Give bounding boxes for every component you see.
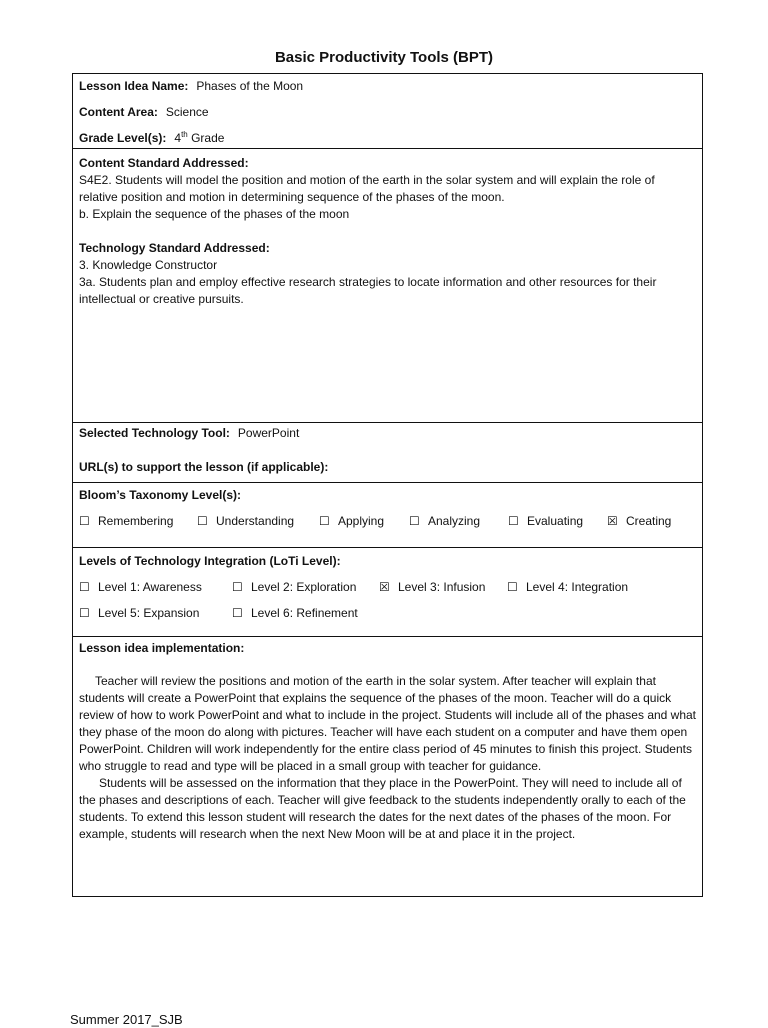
blooms-label: Bloom’s Taxonomy Level(s): [79, 488, 242, 502]
checkbox-checked-icon[interactable]: ☒ [379, 580, 390, 594]
technology-standard-line1: 3. Knowledge Constructor [79, 258, 218, 272]
blooms-section [73, 483, 702, 548]
loti-option-level3[interactable]: ☒ Level 3: Infusion [379, 580, 486, 594]
technology-tool-row [79, 425, 696, 442]
standards-section [73, 149, 702, 423]
url-label: URL(s) to support the lesson (if applicable): [79, 460, 329, 474]
grade-number: 4 [174, 131, 182, 145]
checkbox-icon[interactable]: ☐ [508, 514, 519, 528]
loti-option-level6[interactable]: ☐ Level 6: Refinement [232, 606, 358, 620]
loti-option-level4[interactable]: ☐ Level 4: Integration [507, 580, 629, 594]
checkbox-icon[interactable]: ☐ [232, 580, 243, 594]
technology-tool-section [73, 423, 702, 483]
loti-option-level2[interactable]: ☐ Level 2: Exploration [232, 580, 357, 594]
checkbox-icon[interactable]: ☐ [409, 514, 420, 528]
grade-suffix: th [181, 130, 188, 139]
implementation-label: Lesson idea implementation: [79, 641, 245, 655]
checkbox-icon[interactable]: ☐ [232, 606, 243, 620]
blooms-options [79, 513, 696, 530]
checkbox-icon[interactable]: ☐ [319, 514, 330, 528]
implementation-paragraph-1: Teacher will review the positions and motion of the earth in the solar system. After teacher will explain that students will create a PowerPoint that explains the sequence of the phases of the moon. Teacher will do a quick review of how to work PowerPoint and what to include in the project. Students will include all of the phases and what they phase of the moon do along with pictures. Teacher will have each student on a computer and have them open PowerPoint. Children will work independently for the entire class period of 45 minutes to finish this project. Students who struggle to read and type will be placed in a small group with teacher for guidance. [79, 674, 697, 773]
content-area-label: Content Area: [79, 105, 158, 119]
lesson-name-row [79, 78, 696, 95]
bpt-form [72, 73, 703, 897]
lesson-name-label: Lesson Idea Name: [79, 79, 189, 93]
content-area-row [79, 104, 696, 121]
loti-section [73, 548, 702, 637]
implementation-paragraph-2: Students will be assessed on the information that they place in the PowerPoint. They will need to include all of the phases and descriptions of each. Teacher will give feedback to the students independently orally to each of the students. To extend this lesson student will research the dates for the next dates of the phases of the moon. For example, students will research when the next New Moon will be at and place it in the project. [79, 776, 686, 841]
grade-level-row [79, 130, 696, 147]
blooms-option-applying[interactable]: ☐ Applying [319, 514, 385, 528]
blooms-option-creating[interactable]: ☒ Creating [607, 514, 672, 528]
content-standard-text: S4E2. Students will model the position and motion of the earth in the solar system and will explain the role of relative position and motion in determining sequence of the phases of the moon. [79, 173, 655, 204]
checkbox-icon[interactable]: ☐ [79, 580, 90, 594]
checkbox-icon[interactable]: ☐ [197, 514, 208, 528]
implementation-section [73, 637, 702, 896]
loti-label: Levels of Technology Integration (LoTi Level): [79, 554, 341, 568]
footer-text: Summer 2017_SJB [70, 1012, 183, 1027]
loti-options-row2 [79, 605, 696, 622]
technology-standard-label: Technology Standard Addressed: [79, 241, 270, 255]
lesson-info-section [73, 74, 702, 149]
page-title: Basic Productivity Tools (BPT) [274, 49, 494, 66]
content-standard-sub: b. Explain the sequence of the phases of the moon [79, 207, 350, 221]
loti-options-row1 [79, 579, 696, 596]
loti-option-level1[interactable]: ☐ Level 1: Awareness [79, 580, 202, 594]
checkbox-icon[interactable]: ☐ [79, 606, 90, 620]
loti-option-level5[interactable]: ☐ Level 5: Expansion [79, 606, 200, 620]
technology-standard-line2: 3a. Students plan and employ effective research strategies to locate information and other resources for their intellectual or creative pursuits. [79, 275, 657, 306]
checkbox-icon[interactable]: ☐ [79, 514, 90, 528]
blooms-option-understanding[interactable]: ☐ Understanding [197, 514, 295, 528]
technology-tool-value: PowerPoint [237, 426, 300, 440]
checkbox-icon[interactable]: ☐ [507, 580, 518, 594]
technology-tool-label: Selected Technology Tool: [79, 426, 230, 440]
blooms-option-evaluating[interactable]: ☐ Evaluating [508, 514, 584, 528]
content-area-value: Science [165, 105, 209, 119]
checkbox-checked-icon[interactable]: ☒ [607, 514, 618, 528]
implementation-text [79, 673, 696, 843]
blooms-option-analyzing[interactable]: ☐ Analyzing [409, 514, 481, 528]
grade-level-label: Grade Level(s): [79, 131, 167, 145]
lesson-name-value: Phases of the Moon [196, 79, 304, 93]
blooms-option-remembering[interactable]: ☐ Remembering [79, 514, 174, 528]
grade-level-value [174, 131, 224, 145]
grade-word: Grade [191, 131, 225, 145]
content-standard-label: Content Standard Addressed: [79, 156, 249, 170]
